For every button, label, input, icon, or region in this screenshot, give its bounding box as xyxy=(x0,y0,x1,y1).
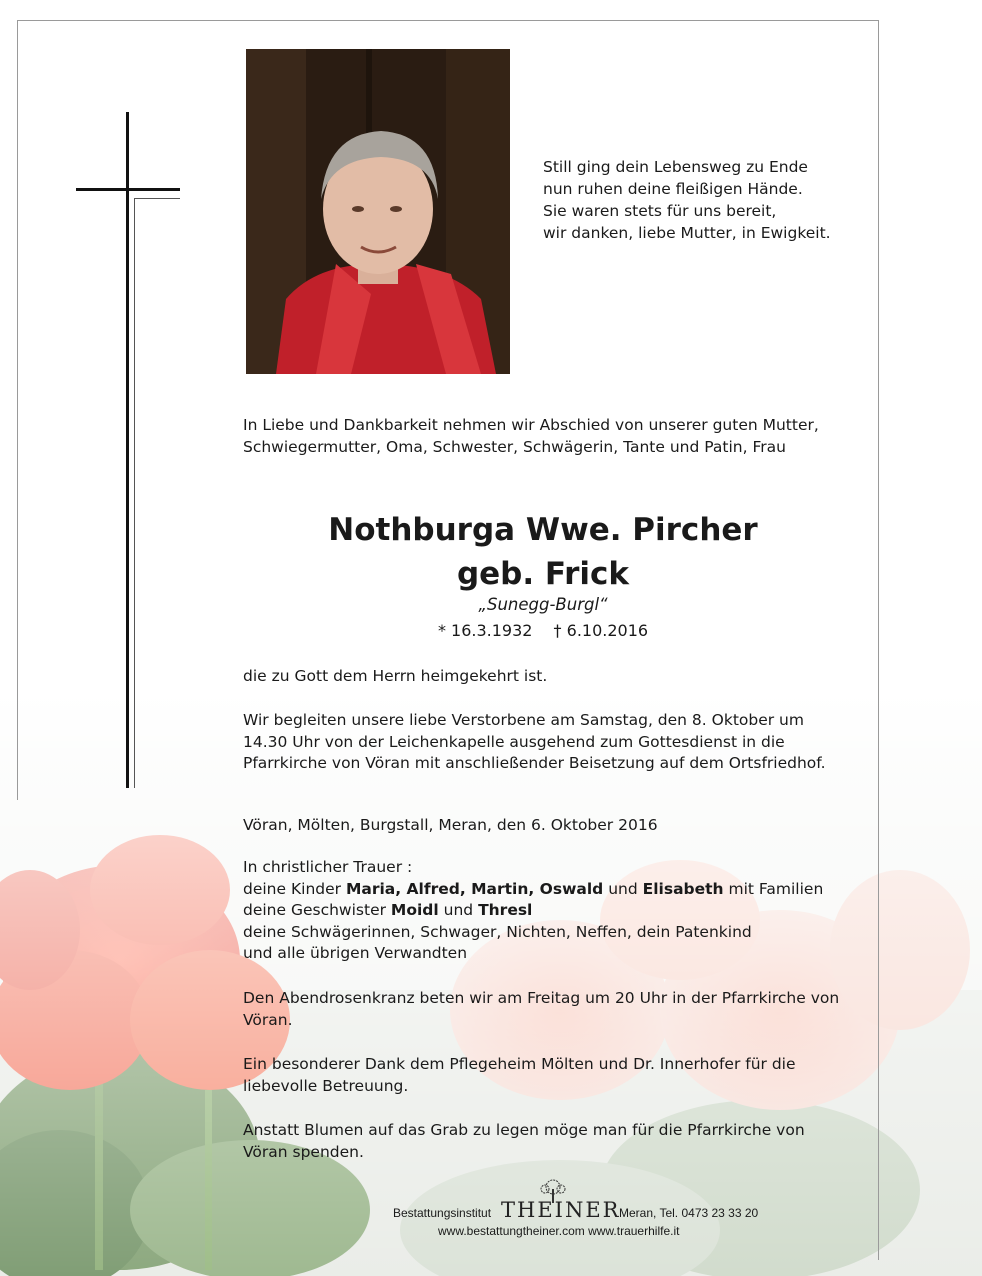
death-date: † 6.10.2016 xyxy=(553,621,649,640)
poem xyxy=(543,156,843,244)
poem-line: wir danken, liebe Mutter, in Ewigkeit. xyxy=(543,224,831,242)
cross-icon xyxy=(76,112,182,788)
footer xyxy=(393,1176,773,1246)
mourners-siblings: deine Geschwister Moidl und Thresl xyxy=(243,901,533,919)
mourners-inlaws: deine Schwägerinnen, Schwager, Nichten, Neffen, dein Patenkind xyxy=(243,922,752,941)
firm-websites: www.bestattungtheiner.com www.trauerhilfe.it xyxy=(438,1224,680,1238)
mourners-heading: In christlicher Trauer : xyxy=(243,858,413,876)
mourners-children: deine Kinder Maria, Alfred, Martin, Oswald und Elisabeth mit Familien xyxy=(243,879,824,898)
mourners-others: und alle übrigen Verwandten xyxy=(243,944,468,962)
firm-label: Bestattungsinstitut xyxy=(393,1206,492,1220)
deceased-name xyxy=(243,508,843,596)
donation-note: Anstatt Blumen auf das Grab zu legen möge man für die Pfarrkirche von Vöran spenden. xyxy=(243,1121,805,1161)
firm-logo: THEINER xyxy=(501,1198,621,1222)
poem-line: Still ging dein Lebensweg zu Ende xyxy=(543,158,808,176)
children-names: Maria, Alfred, Martin, Oswald xyxy=(345,879,604,898)
intro-text: In Liebe und Dankbarkeit nehmen wir Abschied von unserer guten Mutter, Schwiegermutter, Oma, Schwester, Schwägerin, Tante und Patin, Frau xyxy=(243,416,819,456)
ceremony-text: Wir begleiten unsere liebe Verstorbene am Samstag, den 8. Oktober um 14.30 Uhr von der Leichenkapelle ausgehend zum Gottesdienst in die Pfarrkirche von Vöran mit anschließender Beisetzung auf dem Ortsfriedhof. xyxy=(243,711,826,772)
frame-right-line xyxy=(878,20,879,1260)
rosary-text: Den Abendrosenkranz beten wir am Freitag um 20 Uhr in der Pfarrkirche von Vöran. xyxy=(243,989,840,1029)
nickname: „Sunegg-Burgl“ xyxy=(478,595,608,614)
thanks-text: Ein besonderer Dank dem Pflegeheim Mölten und Dr. Innerhofer für die liebevolle Betreuung. xyxy=(243,1055,796,1095)
place-date: Vöran, Mölten, Burgstall, Meran, den 6. Oktober 2016 xyxy=(243,816,658,834)
frame-left-line xyxy=(17,20,18,800)
frame-top-line xyxy=(17,20,879,21)
life-dates xyxy=(243,620,843,642)
poem-line: nun ruhen deine fleißigen Hände. xyxy=(543,180,803,198)
portrait-photo xyxy=(246,49,510,374)
heimgekehrt-text: die zu Gott dem Herrn heimgekehrt ist. xyxy=(243,667,548,685)
name-line-2: geb. Frick xyxy=(456,556,630,592)
sibling-name: Moidl xyxy=(390,901,439,919)
poem-line: Sie waren stets für uns bereit, xyxy=(543,202,777,220)
name-line-1: Nothburga Wwe. Pircher xyxy=(328,512,758,548)
birth-date: * 16.3.1932 xyxy=(437,621,533,640)
sibling-name: Thresl xyxy=(478,901,533,919)
children-last: Elisabeth xyxy=(642,879,724,898)
firm-contact: Meran, Tel. 0473 23 33 20 xyxy=(619,1206,759,1220)
mourners-list xyxy=(243,857,843,965)
